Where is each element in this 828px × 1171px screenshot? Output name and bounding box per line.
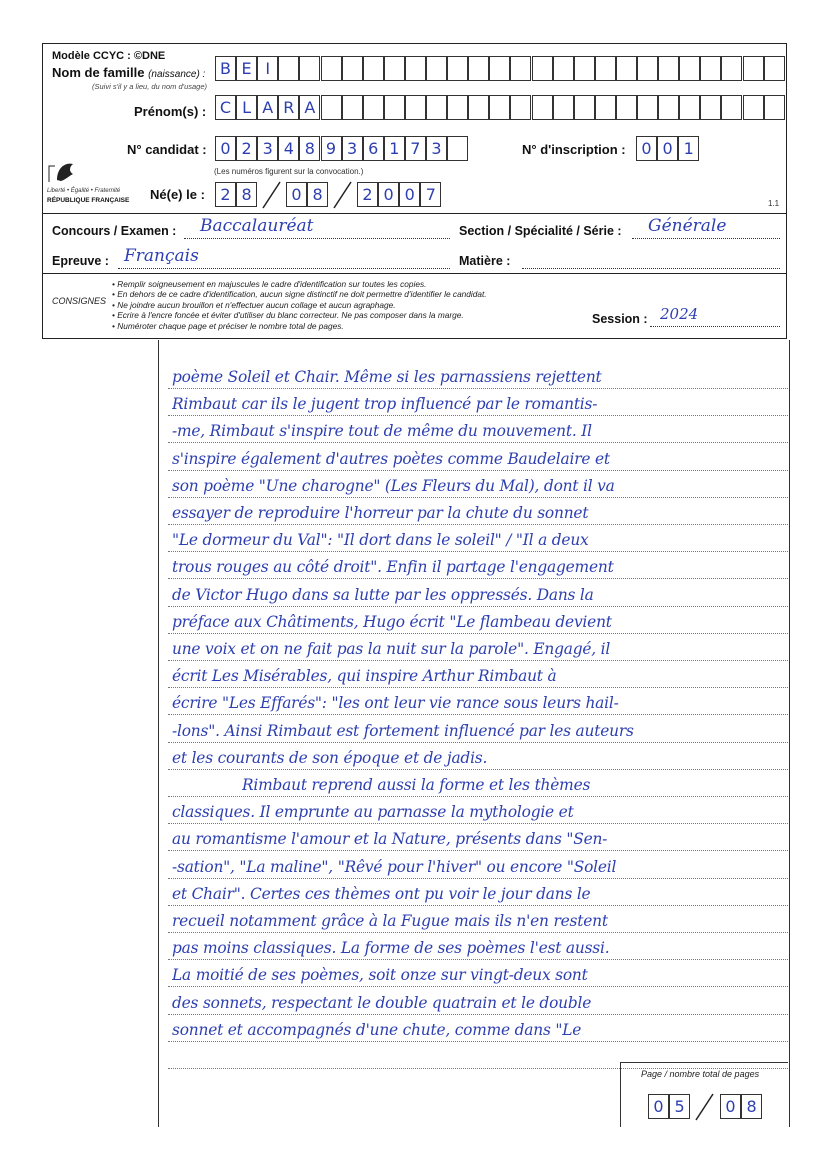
- divider: [42, 273, 787, 274]
- epreuve-label: Epreuve :: [52, 254, 109, 268]
- model-label: Modèle CCYC : ©DNE: [52, 50, 166, 62]
- section-value: Générale: [648, 216, 727, 236]
- candidate-digit-box[interactable]: 4: [278, 136, 299, 161]
- firstname-letter-box[interactable]: [658, 95, 679, 120]
- consignes-title: CONSIGNES: [52, 296, 107, 306]
- inscription-digit-box[interactable]: 1: [678, 136, 699, 161]
- ruled-line: [168, 714, 788, 715]
- ruled-line: [168, 823, 788, 824]
- version-label: 1.1: [768, 199, 780, 208]
- handwritten-line: pas moins classiques. La forme de ses poèmes l'est aussi.: [172, 939, 610, 958]
- handwritten-line: -sation", "La maline", "Rêvé pour l'hiver" ou encore "Soleil: [172, 857, 617, 876]
- firstname-letter-box[interactable]: [679, 95, 700, 120]
- handwritten-line: poème Soleil et Chair. Même si les parnassiens rejettent: [172, 368, 602, 386]
- page-counter-label: Page / nombre total de pages: [641, 1069, 760, 1079]
- surname-letter-box[interactable]: [405, 56, 426, 81]
- ruled-line: [168, 687, 788, 688]
- ruled-line: [168, 578, 788, 579]
- firstname-letter-box[interactable]: [489, 95, 510, 120]
- surname-letter-box[interactable]: [743, 56, 764, 81]
- handwritten-line: trous rouges au côté droit". Enfin il partage l'engagement: [172, 558, 614, 577]
- handwritten-line: son poème "Une charogne" (Les Fleurs du Mal), dont il va: [172, 476, 615, 495]
- surname-letter-box[interactable]: [299, 56, 320, 81]
- firstname-letter-box[interactable]: [764, 95, 785, 120]
- consigne-item: • Ecrire à l'encre foncée et éviter d'utiliser du blanc correcteur. Ne pas composer dans la marge.: [112, 310, 487, 320]
- birth-year-box[interactable]: 0: [378, 182, 399, 207]
- ruled-line: [168, 905, 788, 906]
- candidate-digit-box[interactable]: 2: [236, 136, 257, 161]
- surname-letter-box[interactable]: I: [257, 56, 278, 81]
- ruled-line: [168, 388, 788, 389]
- ruled-line: [168, 524, 788, 525]
- birth-month-box[interactable]: 0: [286, 182, 307, 207]
- firstname-letter-box[interactable]: [426, 95, 447, 120]
- surname-letter-box[interactable]: [553, 56, 574, 81]
- page-current-box[interactable]: 5: [669, 1094, 690, 1119]
- surname-letter-box[interactable]: [595, 56, 616, 81]
- matiere-label: Matière :: [459, 254, 511, 268]
- surname-note: (Suivi s'il y a lieu, du nom d'usage): [92, 82, 208, 91]
- birth-year-box[interactable]: 2: [357, 182, 378, 207]
- ruled-line: [168, 769, 788, 770]
- ruled-line: [168, 932, 788, 933]
- surname-letter-box[interactable]: [532, 56, 553, 81]
- surname-letter-box[interactable]: [342, 56, 363, 81]
- birth-year-box[interactable]: 7: [420, 182, 441, 207]
- handwritten-line: Rimbaut car ils le jugent trop influencé par le romantis-: [172, 395, 598, 414]
- surname-letter-box[interactable]: [384, 56, 405, 81]
- surname-letter-box[interactable]: [764, 56, 785, 81]
- birth-month-box[interactable]: 8: [307, 182, 328, 207]
- handwritten-line: et les courants de son époque et de jadis.: [172, 748, 488, 767]
- ruled-line: [168, 415, 788, 416]
- handwritten-line: La moitié de ses poèmes, soit onze sur vingt-deux sont: [172, 966, 588, 985]
- ruled-line: [168, 796, 788, 797]
- date-separator-slash: [260, 180, 286, 210]
- session-value: 2024: [660, 305, 699, 323]
- firstname-letter-box[interactable]: [468, 95, 489, 120]
- ruled-line: [168, 878, 788, 879]
- surname-letter-box[interactable]: [363, 56, 384, 81]
- republic-motto: Liberté • Égalité • Fraternité: [47, 188, 121, 194]
- firstname-letter-box[interactable]: [637, 95, 658, 120]
- republic-name: RÉPUBLIQUE FRANÇAISE: [47, 197, 130, 204]
- handwritten-line: s'inspire également d'autres poètes comme Baudelaire et: [172, 449, 610, 468]
- firstname-letter-box[interactable]: [447, 95, 468, 120]
- candidate-digit-box[interactable]: 3: [342, 136, 363, 161]
- firstname-letter-box[interactable]: [743, 95, 764, 120]
- candidate-digit-box[interactable]: 7: [405, 136, 426, 161]
- ruled-line: [168, 551, 788, 552]
- surname-letter-box[interactable]: [700, 56, 721, 81]
- handwritten-line: au romantisme l'amour et la Nature, présents dans "Sen-: [172, 830, 608, 849]
- firstname-letter-box[interactable]: A: [299, 95, 320, 120]
- handwritten-line: essayer de reproduire l'horreur par la chute du sonnet: [172, 504, 589, 522]
- concours-value: Baccalauréat: [200, 216, 314, 236]
- ruled-line: [168, 742, 788, 743]
- firstname-letter-box[interactable]: [700, 95, 721, 120]
- firstname-letter-box[interactable]: [553, 95, 574, 120]
- candidate-digit-box[interactable]: 3: [257, 136, 278, 161]
- concours-label: Concours / Examen :: [52, 224, 177, 238]
- firstname-letter-box[interactable]: [363, 95, 384, 120]
- surname-letter-box[interactable]: [468, 56, 489, 81]
- surname-letter-box[interactable]: [321, 56, 342, 81]
- surname-letter-box[interactable]: [721, 56, 742, 81]
- candidate-digit-box[interactable]: [447, 136, 468, 161]
- surname-letter-box[interactable]: [510, 56, 531, 81]
- surname-letter-box[interactable]: [489, 56, 510, 81]
- ruled-line: [168, 442, 788, 443]
- candidate-digit-box[interactable]: 1: [384, 136, 405, 161]
- ruled-line: [168, 497, 788, 498]
- handwritten-line: classiques. Il emprunte au parnasse la mythologie et: [172, 803, 574, 822]
- date-separator-slash: [331, 180, 357, 210]
- divider: [42, 213, 787, 214]
- surname-letter-box[interactable]: B: [215, 56, 236, 81]
- session-label: Session :: [592, 312, 648, 326]
- consigne-item: • Ne joindre aucun brouillon et n'effectuer aucun collage et aucun agraphage.: [112, 300, 487, 310]
- republique-francaise-logo: [47, 158, 135, 208]
- handwritten-line: des sonnets, respectant le double quatrain et le double: [172, 993, 592, 1012]
- consignes-list: [112, 279, 487, 331]
- surname-letter-box[interactable]: [278, 56, 299, 81]
- ruled-line: [168, 470, 788, 471]
- matiere-field[interactable]: [522, 254, 780, 269]
- inscription-digit-box[interactable]: 0: [657, 136, 678, 161]
- surname-letter-box[interactable]: E: [236, 56, 257, 81]
- consigne-item: • En dehors de ce cadre d'identification, aucun signe distinctif ne doit permettre d'identifier le candidat.: [112, 289, 487, 299]
- surname-letter-box[interactable]: [426, 56, 447, 81]
- section-label: Section / Spécialité / Série :: [459, 224, 622, 238]
- page-current-box[interactable]: 0: [648, 1094, 669, 1119]
- birth-label: Né(e) le :: [150, 187, 205, 202]
- firstname-letter-box[interactable]: [595, 95, 616, 120]
- candidate-digit-box[interactable]: 6: [363, 136, 384, 161]
- surname-letter-box[interactable]: [616, 56, 637, 81]
- firstname-letter-box[interactable]: [616, 95, 637, 120]
- handwritten-line: et Chair". Certes ces thèmes ont pu voir le jour dans le: [172, 884, 591, 903]
- candidate-digit-box[interactable]: 8: [299, 136, 320, 161]
- firstname-letter-box[interactable]: [532, 95, 553, 120]
- surname-letter-box[interactable]: [574, 56, 595, 81]
- surname-letter-box[interactable]: [637, 56, 658, 81]
- handwritten-line: Rimbaut reprend aussi la forme et les thèmes: [242, 776, 591, 794]
- firstname-letter-box[interactable]: [721, 95, 742, 120]
- candidate-digit-box[interactable]: 9: [321, 136, 342, 161]
- firstname-letter-box[interactable]: L: [236, 95, 257, 120]
- surname-letter-box[interactable]: [658, 56, 679, 81]
- handwritten-line: sonnet et accompagnés d'une chute, comme dans "Le: [172, 1020, 582, 1039]
- handwritten-line: une voix et on ne fait pas la nuit sur la parole". Engagé, il: [172, 640, 611, 658]
- birth-day-box[interactable]: 2: [215, 182, 236, 207]
- birth-year-box[interactable]: 0: [399, 182, 420, 207]
- candidate-digit-box[interactable]: 3: [426, 136, 447, 161]
- handwritten-line: de Victor Hugo dans sa lutte par les oppressés. Dans la: [172, 585, 594, 604]
- firstname-letter-box[interactable]: C: [215, 95, 236, 120]
- date-separator-slash: [693, 1092, 719, 1122]
- candidate-label: N° candidat :: [127, 142, 207, 157]
- ruled-line: [168, 1041, 788, 1042]
- candidate-digit-box[interactable]: 0: [215, 136, 236, 161]
- surname-label: Nom de famille (naissance) :: [52, 65, 206, 80]
- ruled-line: [168, 1014, 788, 1015]
- ruled-line: [168, 959, 788, 960]
- consigne-item: • Remplir soigneusement en majuscules le cadre d'identification sur toutes les copies.: [112, 279, 487, 289]
- firstname-letter-box[interactable]: [342, 95, 363, 120]
- ruled-line: [168, 633, 788, 634]
- firstname-letter-box[interactable]: [405, 95, 426, 120]
- firstname-letter-box[interactable]: [574, 95, 595, 120]
- ruled-line: [168, 660, 788, 661]
- ruled-line: [168, 606, 788, 607]
- ruled-line: [168, 986, 788, 987]
- consigne-item: • Numéroter chaque page et préciser le nombre total de pages.: [112, 321, 487, 331]
- handwritten-line: -lons". Ainsi Rimbaut est fortement influencé par les auteurs: [172, 721, 634, 740]
- page-total-box[interactable]: 0: [720, 1094, 741, 1119]
- ruled-line: [168, 850, 788, 851]
- firstname-letter-box[interactable]: [510, 95, 531, 120]
- firstname-label: Prénom(s) :: [134, 104, 207, 119]
- firstname-letter-box[interactable]: A: [257, 95, 278, 120]
- surname-letter-box[interactable]: [447, 56, 468, 81]
- handwritten-line: -me, Rimbaut s'inspire tout de même du mouvement. Il: [172, 422, 592, 441]
- candidate-note: (Les numéros figurent sur la convocation.): [214, 167, 364, 176]
- firstname-letter-box[interactable]: [321, 95, 342, 120]
- inscription-digit-box[interactable]: 0: [636, 136, 657, 161]
- handwritten-line: "Le dormeur du Val": "Il dort dans le soleil" / "Il a deux: [172, 531, 589, 550]
- handwritten-line: préface aux Châtiments, Hugo écrit "Le flambeau devient: [172, 612, 612, 631]
- handwritten-line: écrit Les Misérables, qui inspire Arthur Rimbaut à: [172, 667, 557, 686]
- handwritten-line: écrire "Les Effarés": "les ont leur vie rance sous leurs hail-: [172, 694, 619, 713]
- inscription-label: N° d'inscription :: [522, 142, 626, 157]
- firstname-letter-box[interactable]: R: [278, 95, 299, 120]
- handwritten-line: recueil notamment grâce à la Fugue mais ils n'en restent: [172, 912, 608, 930]
- firstname-letter-box[interactable]: [384, 95, 405, 120]
- birth-day-box[interactable]: 8: [236, 182, 257, 207]
- page-total-box[interactable]: 8: [741, 1094, 762, 1119]
- epreuve-value: Français: [124, 246, 199, 266]
- surname-letter-box[interactable]: [679, 56, 700, 81]
